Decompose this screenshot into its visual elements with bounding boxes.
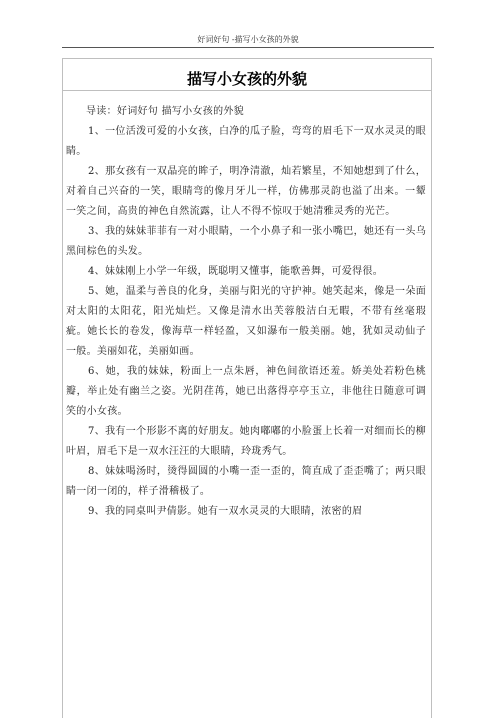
paragraph-5: 5、她，温柔与善良的化身，美丽与阳光的守护神。她笑起来，像是一朵面对太阳的太阳花，阳光灿烂。又像是清水出芙蓉般洁白无暇，不带有丝毫瑕疵。她长长的卷发，像海草一样轻盈，又如瀑布一般美丽。她，犹如灵动仙子一般。美丽如花，美丽如画。 <box>66 286 426 357</box>
paragraph-9: 9、我的同桌叫尹倩影。她有一双水灵灵的大眼睛，浓密的眉 <box>88 506 363 517</box>
paragraph-3: 3、我的妹妹菲菲有一对小眼睛，一个小鼻子和一张小嘴巴，她还有一头乌黑间棕色的头发。 <box>66 226 426 257</box>
document-body <box>66 100 426 522</box>
paragraph-7: 7、我有一个形影不离的好朋友。她肉嘟嘟的小脸蛋上长着一对细而长的柳叶眉，眉毛下是一双水汪汪的大眼睛，玲珑秀气。 <box>66 426 426 457</box>
document-title: 描写小女孩的外貌 <box>186 70 307 88</box>
intro-paragraph: 导读：好词好句 描写小女孩的外貌 <box>86 106 244 117</box>
paragraph-6: 6、她，我的妹妹，粉面上一点朱唇，神色间欲语还羞。娇美处若粉色桃瓣，举止处有幽兰之姿。光阴荏苒，她已出落得亭亭玉立，非他往日随意可调笑的小女孩。 <box>66 366 426 417</box>
title-divider <box>62 90 432 91</box>
paragraph-8: 8、妹妹喝汤时，烫得圆圆的小嘴一歪一歪的，简直成了歪歪嘴了；两只眼睛一闭一闭的，样子滑稽极了。 <box>66 466 426 497</box>
paragraph-2: 2、那女孩有一双晶亮的眸子，明净清澈，灿若繁星，不知她想到了什么，对着自己兴奋的一笑，眼睛弯的像月牙儿一样，仿佛那灵韵也溢了出来。一颦一笑之间，高贵的神色自然流露，让人不得不惊叹于她清雅灵秀的光芒。 <box>66 166 426 217</box>
paragraph-1: 1、一位活泼可爱的小女孩，白净的瓜子脸，弯弯的眉毛下一双水灵灵的眼睛。 <box>66 126 426 157</box>
paragraph-4: 4、妹妹刚上小学一年级，既聪明又懂事，能歌善舞，可爱得很。 <box>88 266 384 277</box>
page-header: 好词好句 -描写小女孩的外貌 <box>197 35 299 44</box>
header-divider <box>62 47 434 48</box>
